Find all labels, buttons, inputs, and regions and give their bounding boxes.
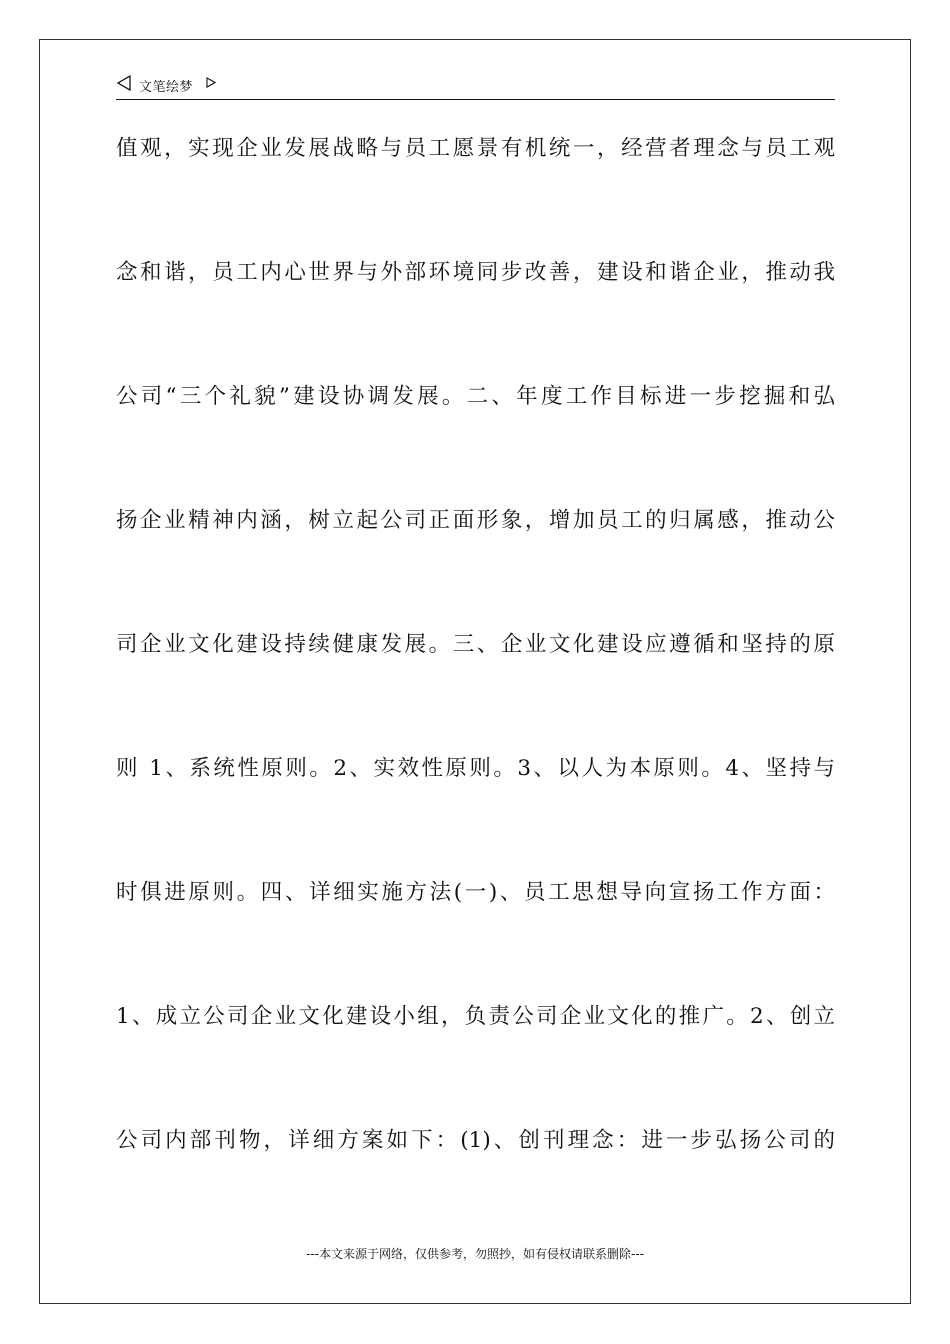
- text-line: 扬企业精神内涵，树立起公司正面形象，增加员工的归属感，推动公: [116, 508, 835, 533]
- text-line: 司企业文化建设持续健康发展。三、企业文化建设应遵循和坚持的原: [116, 632, 835, 657]
- text-line: 时俱进原则。四、详细实施方法(一)、员工思想导向宣扬工作方面：: [116, 880, 835, 905]
- text-line: 念和谐，员工内心世界与外部环境同步改善，建设和谐企业，推动我: [116, 260, 835, 285]
- text-line: 1、成立公司企业文化建设小组，负责公司企业文化的推广。2、创立: [116, 1004, 835, 1029]
- text-line: 值观，实现企业发展战略与员工愿景有机统一，经营者理念与员工观: [116, 136, 835, 161]
- left-triangle-icon: [116, 75, 132, 91]
- page-header: [116, 72, 835, 100]
- footer-notice: ---本文来源于网络，仅供参考，勿照抄，如有侵权请联系删除---: [306, 1247, 644, 1261]
- text-line: 公司“三个礼貌”建设协调发展。二、年度工作目标进一步挖掘和弘: [116, 384, 835, 409]
- text-line: 则 1、系统性原则。2、实效性原则。3、以人为本原则。4、坚持与: [116, 756, 835, 781]
- page-border: [39, 39, 911, 1304]
- header-brand: 文笔绘梦: [139, 80, 194, 95]
- right-triangle-icon: [205, 77, 216, 88]
- text-line: 公司内部刊物，详细方案如下：(1)、创刊理念：进一步弘扬公司的: [116, 1128, 835, 1153]
